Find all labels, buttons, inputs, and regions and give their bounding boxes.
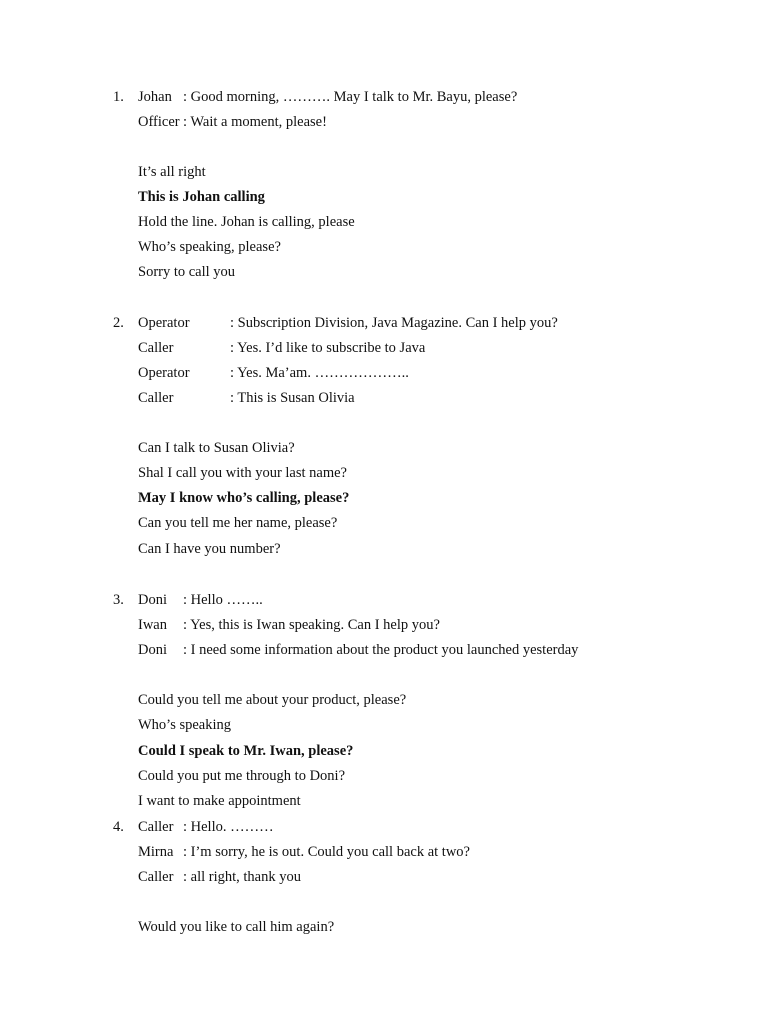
dialogue-speaker: Johan	[138, 89, 172, 105]
dialogue-speaker: Operator	[138, 315, 190, 331]
answer-option-correct: This is Johan calling	[138, 189, 265, 205]
answer-option: I want to make appointment	[138, 793, 301, 809]
answer-option: Who’s speaking, please?	[138, 239, 281, 255]
dialogue-line: : Wait a moment, please!	[183, 114, 327, 130]
answer-option: Can I have you number?	[138, 541, 281, 557]
answer-option: Could you put me through to Doni?	[138, 768, 346, 784]
dialogue-speaker: Mirna	[138, 844, 174, 860]
answer-option: Could you tell me about your product, please?	[138, 692, 407, 708]
answer-option: Who’s speaking	[138, 717, 232, 733]
answer-option: It’s all right	[138, 164, 206, 180]
dialogue-speaker: Officer	[138, 114, 180, 130]
answer-option: Hold the line. Johan is calling, please	[138, 214, 355, 230]
dialogue-speaker: Caller	[138, 340, 174, 356]
dialogue-speaker: Caller	[138, 819, 174, 835]
dialogue-line: : Good morning, ………. May I talk to Mr. Bayu, please?	[183, 89, 518, 105]
dialogue-speaker: Caller	[138, 390, 174, 406]
dialogue-line: : all right, thank you	[183, 869, 301, 885]
dialogue-speaker: Iwan	[138, 617, 167, 633]
dialogue-speaker: Caller	[138, 869, 174, 885]
dialogue-line: : This is Susan Olivia	[230, 390, 355, 406]
answer-option: Shal I call you with your last name?	[138, 465, 347, 481]
dialogue-speaker: Doni	[138, 642, 167, 658]
dialogue-line: : I’m sorry, he is out. Could you call back at two?	[183, 844, 470, 860]
answer-option-correct: May I know who’s calling, please?	[138, 490, 350, 506]
answer-option-correct: Could I speak to Mr. Iwan, please?	[138, 743, 354, 759]
question-number: 3.	[113, 592, 124, 608]
question-number: 4.	[113, 819, 124, 835]
question-number: 2.	[113, 315, 124, 331]
dialogue-line: : Yes. I’d like to subscribe to Java	[230, 340, 426, 356]
dialogue-line: : Subscription Division, Java Magazine. Can I help you?	[230, 315, 558, 331]
dialogue-line: : Yes, this is Iwan speaking. Can I help you?	[183, 617, 440, 633]
dialogue-speaker: Operator	[138, 365, 190, 381]
answer-option: Can I talk to Susan Olivia?	[138, 440, 295, 456]
dialogue-line: : I need some information about the product you launched yesterday	[183, 642, 579, 658]
dialogue-line: : Hello. ………	[183, 819, 274, 835]
answer-option: Can you tell me her name, please?	[138, 515, 338, 531]
dialogue-line: : Hello ……..	[183, 592, 263, 608]
answer-option: Sorry to call you	[138, 264, 236, 280]
answer-option: Would you like to call him again?	[138, 919, 335, 935]
question-number: 1.	[113, 89, 124, 105]
dialogue-speaker: Doni	[138, 592, 167, 608]
dialogue-line: : Yes. Ma’am. ………………..	[230, 365, 409, 381]
